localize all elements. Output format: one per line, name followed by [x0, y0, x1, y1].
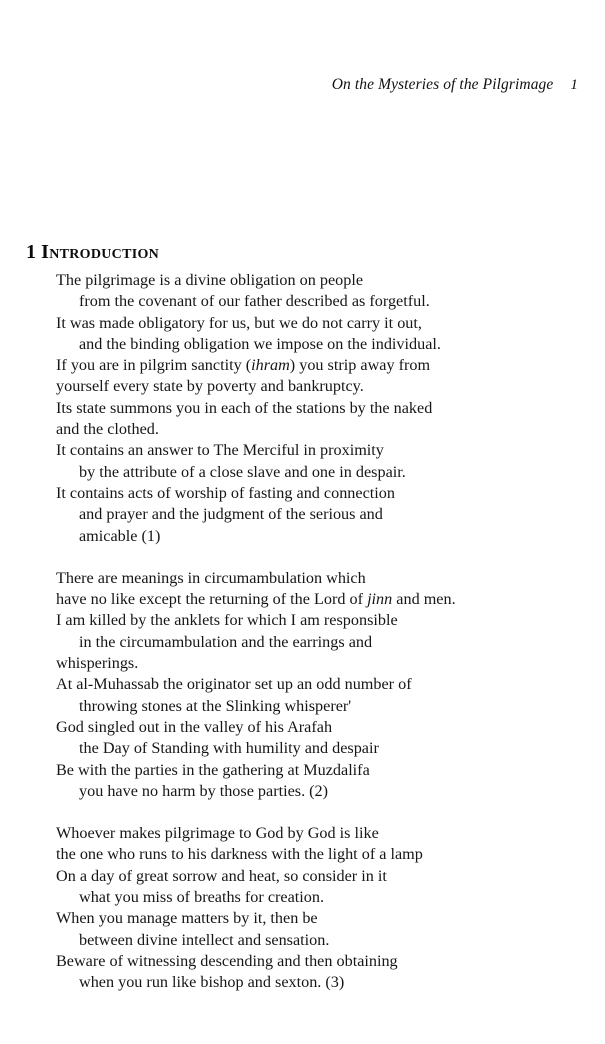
- verse-line: It contains acts of worship of fasting and connection: [56, 483, 395, 502]
- section-number: 1: [26, 241, 37, 263]
- verse-line: and the binding obligation we impose on the individual.: [79, 334, 441, 353]
- verse-line: Its state summons you in each of the stations by the naked: [56, 398, 433, 417]
- verse-line: what you miss of breaths for creation.: [79, 888, 324, 907]
- verse-line: whisperings.: [56, 654, 139, 673]
- verse-line: amicable (1): [79, 526, 161, 545]
- running-head-title: On the Mysteries of the Pilgrimage: [331, 76, 554, 93]
- section-title: Introduction: [41, 241, 160, 263]
- verse-line: when you run like bishop and sexton. (3): [79, 973, 345, 992]
- italic-term: ihram: [251, 356, 290, 375]
- italic-term: jinn: [367, 590, 393, 609]
- verse-stanza: [56, 270, 578, 547]
- verse-stanza: [56, 568, 578, 802]
- verse-line: On a day of great sorrow and heat, so consider in it: [56, 866, 387, 885]
- section-heading: [26, 240, 578, 264]
- verse-line: God singled out in the valley of his Arafah: [56, 717, 333, 736]
- poem-body: [56, 270, 578, 994]
- verse-line: have no like except the returning of the Lord of jinn and men.: [56, 590, 456, 609]
- verse-line: throwing stones at the Slinking whisperer': [79, 696, 352, 715]
- verse-line: the one who runs to his darkness with the light of a lamp: [56, 845, 423, 864]
- verse-line: Beware of witnessing descending and then obtaining: [56, 951, 398, 970]
- verse-line: Whoever makes pilgrimage to God by God is like: [56, 824, 379, 843]
- page-body: [26, 240, 578, 994]
- verse-line: the Day of Standing with humility and despair: [79, 739, 379, 758]
- verse-line: in the circumambulation and the earrings and: [79, 632, 373, 651]
- verse-line: and prayer and the judgment of the serious and: [79, 505, 383, 524]
- verse-line: If you are in pilgrim sanctity (ihram) you strip away from: [56, 356, 431, 375]
- verse-line: There are meanings in circumambulation which: [56, 568, 366, 587]
- verse-line: you have no harm by those parties. (2): [79, 781, 329, 800]
- running-head: [332, 76, 578, 94]
- verse-line: from the covenant of our father described as forgetful.: [79, 292, 430, 311]
- verse-line: When you manage matters by it, then be: [56, 909, 318, 928]
- verse-line: It was made obligatory for us, but we do not carry it out,: [56, 313, 422, 332]
- verse-line: by the attribute of a close slave and one in despair.: [79, 462, 406, 481]
- verse-line: I am killed by the anklets for which I am responsible: [56, 611, 398, 630]
- verse-stanza: [56, 823, 578, 993]
- verse-line: between divine intellect and sensation.: [79, 930, 330, 949]
- page-folio-number: 1: [570, 77, 578, 93]
- verse-line: At al-Muhassab the originator set up an odd number of: [56, 675, 412, 694]
- verse-line: yourself every state by poverty and bankruptcy.: [56, 377, 364, 396]
- verse-line: and the clothed.: [56, 420, 159, 439]
- verse-line: Be with the parties in the gathering at Muzdalifa: [56, 760, 370, 779]
- verse-line: The pilgrimage is a divine obligation on people: [56, 271, 364, 289]
- verse-line: It contains an answer to The Merciful in proximity: [56, 441, 384, 460]
